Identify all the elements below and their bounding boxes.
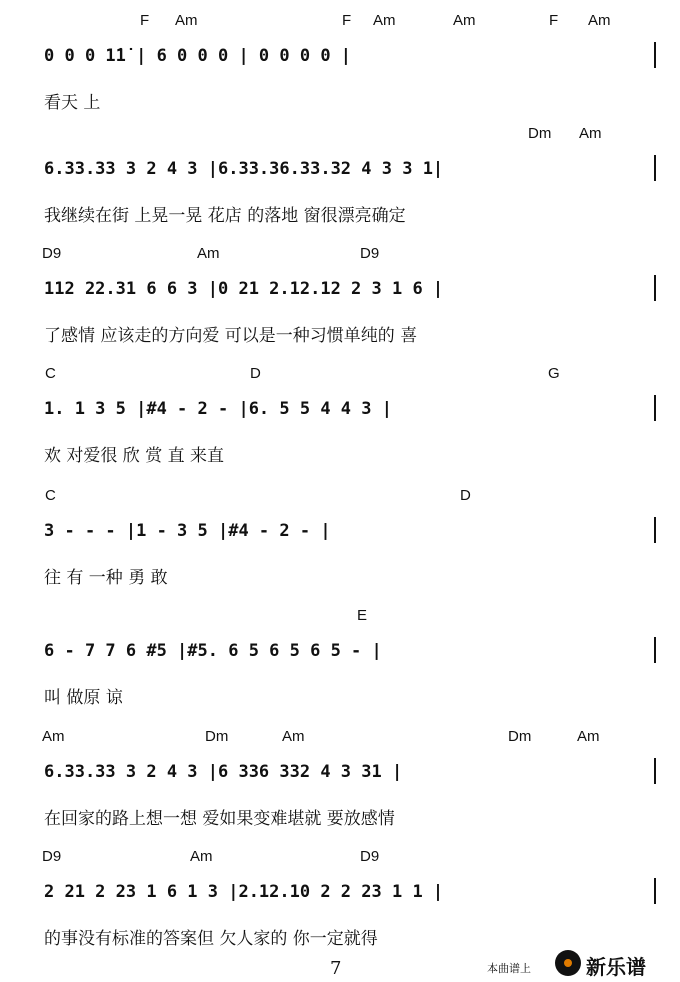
chord-symbol: F [342, 12, 352, 29]
notation-line: 6 - 7 7 6 #5 |#5. 6 5 6 5 6 5 - | [44, 641, 382, 661]
chord-symbol: Am [577, 728, 600, 745]
chord-symbol: Am [175, 12, 198, 29]
lyric-line: 欢 对爱很 欣 赏 直 来直 [44, 446, 225, 466]
chord-symbol: Am [588, 12, 611, 29]
notation-line: 112 22.31 6 6 3 |0 21 2.12.12 2 3 1 6 | [44, 279, 444, 299]
end-barline [654, 155, 656, 181]
chord-symbol: D [250, 365, 261, 382]
lyric-line: 的事没有标准的答案但 欠人家的 你一定就得 [44, 929, 378, 949]
notation-line: 6.33.33 3 2 4 3 |6.33.36.33.32 4 3 3 1| [44, 159, 444, 179]
chord-symbol: E [357, 607, 368, 624]
chord-symbol: Dm [205, 728, 229, 745]
end-barline [654, 637, 656, 663]
end-barline [654, 758, 656, 784]
chord-symbol: Am [197, 245, 220, 262]
lyric-line: 看天 上 [44, 93, 101, 113]
notation-line: 1. 1 3 5 |#4 - 2 - |6. 5 5 4 4 3 | [44, 399, 392, 419]
chord-symbol: Am [453, 12, 476, 29]
chord-symbol: Am [579, 125, 602, 142]
chord-symbol: D9 [42, 848, 62, 865]
chord-symbol: Dm [528, 125, 552, 142]
chord-symbol: Am [42, 728, 65, 745]
chord-symbol: D9 [42, 245, 62, 262]
chord-symbol: D9 [360, 245, 380, 262]
chord-symbol: C [45, 365, 56, 382]
notation-line: 2 21 2 23 1 6 1 3 |2.12.10 2 2 23 1 1 | [44, 882, 444, 902]
chord-symbol: Dm [508, 728, 532, 745]
chord-symbol: D9 [360, 848, 380, 865]
end-barline [654, 275, 656, 301]
lyric-line: 了感情 应该走的方向爱 可以是一种习惯单纯的 喜 [44, 326, 418, 346]
chord-symbol: D [460, 487, 471, 504]
end-barline [654, 395, 656, 421]
record-disc-icon [555, 950, 581, 976]
footer-prefix: 本曲谱上 [487, 962, 531, 975]
end-barline [654, 42, 656, 68]
lyric-line: 叫 做原 谅 [44, 688, 123, 708]
notation-line: 0 0 0 1̇1̇ | 6 0 0 0 | 0 0 0 0 | [44, 46, 352, 66]
chord-symbol: F [140, 12, 150, 29]
end-barline [654, 878, 656, 904]
chord-symbol: Am [373, 12, 396, 29]
chord-symbol: Am [190, 848, 213, 865]
chord-symbol: F [549, 12, 559, 29]
notation-line: 6.33.33 3 2 4 3 |6 336 332 4 3 31 | [44, 762, 403, 782]
lyric-line: 我继续在街 上晃一晃 花店 的落地 窗很漂亮确定 [44, 206, 406, 226]
page-number: 7 [330, 958, 342, 979]
notation-line: 3 - - - |1 - 3 5 |#4 - 2 - | [44, 521, 331, 541]
lyric-line: 在回家的路上想一想 爱如果变难堪就 要放感情 [44, 809, 395, 829]
end-barline [654, 517, 656, 543]
site-logo: 新乐谱 [586, 955, 646, 979]
lyric-line: 往 有 一种 勇 敢 [44, 568, 168, 588]
chord-symbol: Am [282, 728, 305, 745]
chord-symbol: C [45, 487, 56, 504]
chord-symbol: G [548, 365, 560, 382]
